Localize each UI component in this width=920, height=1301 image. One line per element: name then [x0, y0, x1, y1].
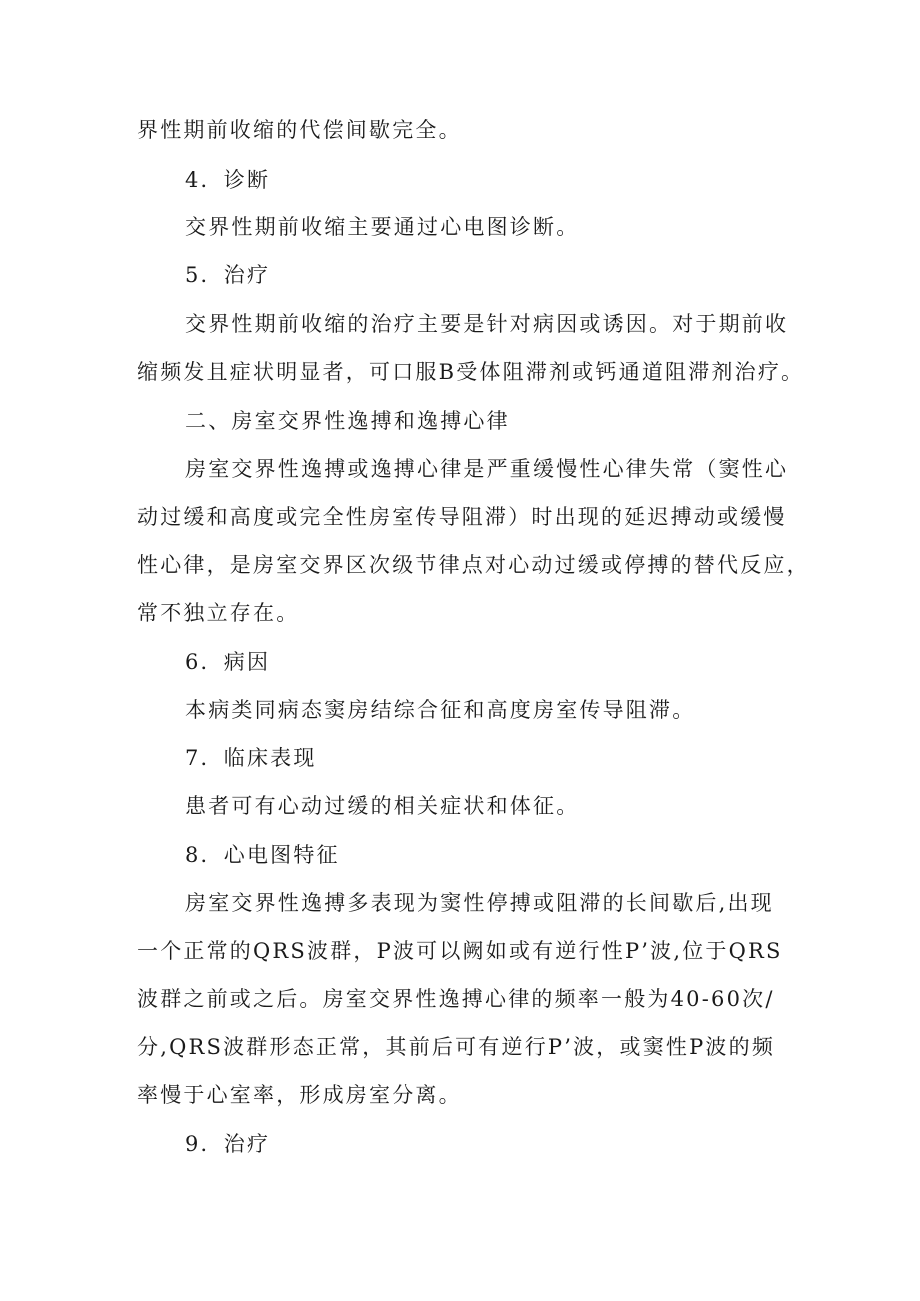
- paragraph-continuation: 界性期前收缩的代偿间歇完全。: [137, 118, 462, 142]
- paragraph-line: 性心律，是房室交界区次级节律点对心动过缓或停搏的替代反应，: [137, 553, 810, 577]
- paragraph-line: 动过缓和高度或完全性房室传导阻滞）时出现的延迟搏动或缓慢: [137, 505, 787, 529]
- paragraph-line: 一个正常的QRS波群，P波可以阙如或有逆行性P’波,位于QRS: [137, 939, 783, 963]
- section-heading-diagnosis: 4．诊断: [185, 168, 271, 192]
- section-heading-ecg: 8．心电图特征: [185, 843, 340, 867]
- section-heading-treatment-2: 9．治疗: [185, 1132, 271, 1156]
- paragraph-line: 常不独立存在。: [137, 601, 300, 625]
- section-heading-etiology: 6．病因: [185, 650, 271, 674]
- paragraph-line: 分,QRS波群形态正常，其前后可有逆行P’波，或窦性P波的频: [137, 1035, 776, 1059]
- paragraph-line: 波群之前或之后。房室交界性逸搏心律的频率一般为40-60次/: [137, 987, 775, 1011]
- paragraph-line: 患者可有心动过缓的相关症状和体征。: [185, 794, 580, 818]
- paragraph-line: 房室交界性逸搏多表现为窦性停搏或阻滞的长间歇后,出现: [185, 891, 774, 915]
- paragraph-line: 房室交界性逸搏或逸搏心律是严重缓慢性心律失常（窦性心: [185, 457, 789, 481]
- section-heading-escape-rhythm: 二、房室交界性逸搏和逸搏心律: [185, 409, 510, 433]
- paragraph-line: 交界性期前收缩的治疗主要是针对病因或诱因。对于期前收: [185, 312, 789, 336]
- paragraph-line: 交界性期前收缩主要通过心电图诊断。: [185, 215, 580, 239]
- section-heading-clinical: 7．临床表现: [185, 746, 317, 770]
- paragraph-line: 率慢于心室率，形成房室分离。: [137, 1083, 462, 1107]
- paragraph-line: 缩频发且症状明显者，可口服B受体阻滞剂或钙通道阻滞剂治疗。: [137, 360, 805, 384]
- section-heading-treatment: 5．治疗: [185, 263, 271, 287]
- paragraph-line: 本病类同病态窦房结综合征和高度房室传导阻滞。: [185, 698, 696, 722]
